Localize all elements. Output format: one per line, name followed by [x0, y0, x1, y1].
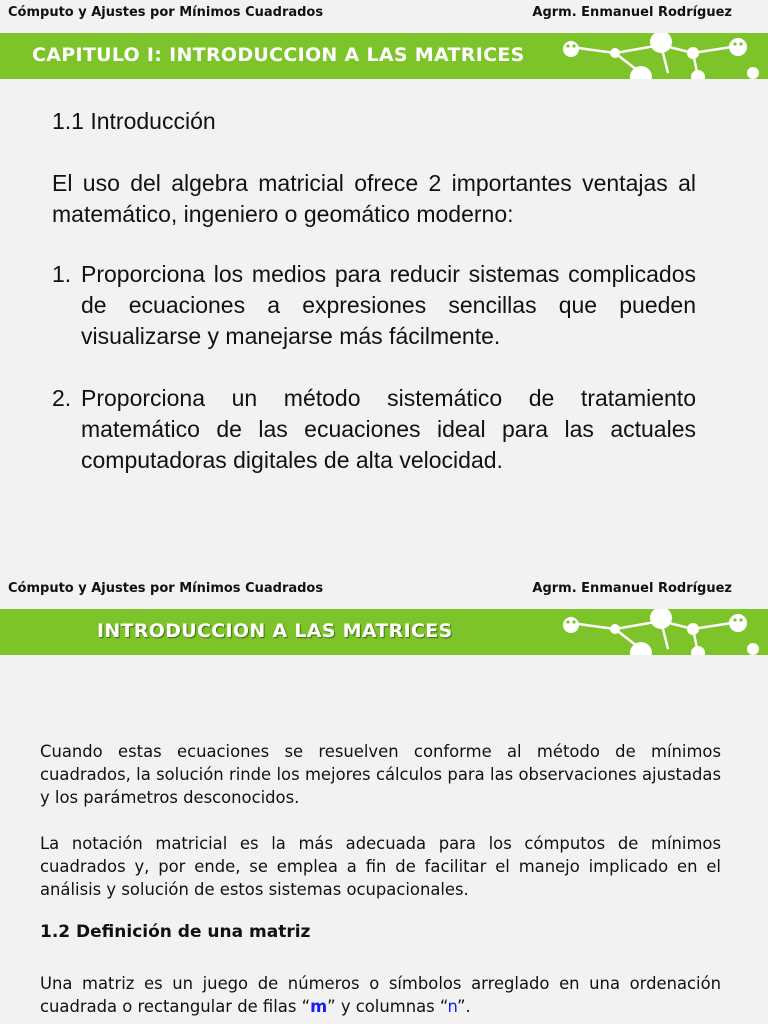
variable-n: n: [447, 997, 457, 1016]
banner-title: CAPITULO I: INTRODUCCION A LAS MATRICES: [32, 44, 525, 66]
definition-paragraph: [40, 972, 721, 1018]
paragraph: Cuando estas ecuaciones se resuelven conforme al método de mínimos cuadrados, la solución rinde los mejores cálculos para las observaciones ajustadas y los parámetros desconocidos.: [40, 742, 721, 807]
slide-header: [0, 576, 768, 602]
chapter-banner: [0, 33, 768, 79]
list-item: [52, 383, 696, 476]
course-title: Cómputo y Ajustes por Mínimos Cuadrados: [8, 5, 324, 20]
bubble-decoration-icon: [553, 609, 768, 655]
chapter-banner: [0, 609, 768, 655]
list-number: 1.: [52, 261, 72, 287]
paragraph: La notación matricial es la más adecuada para los cómputos de mínimos cuadrados y, por ende, se emplea a fin de facilitar el manejo implicado en el análisis y solución de estos sistemas ocupacionales.: [40, 834, 721, 899]
slide-2: [0, 576, 768, 1024]
slide-header: [0, 0, 768, 26]
course-title: Cómputo y Ajustes por Mínimos Cuadrados: [8, 581, 324, 596]
definition-text: ” y columnas “: [327, 997, 448, 1016]
list-number: 2.: [52, 385, 72, 411]
list-text: Proporciona un método sistemático de tratamiento matemático de las ecuaciones ideal para las actuales computadoras digitales de alta velocidad.: [81, 385, 696, 473]
list-item: [52, 259, 696, 352]
definition-text: ”.: [457, 997, 471, 1016]
definition-text: Una matriz es un juego de números o símbolos arreglado en una ordenación cuadrada o rectangular de filas “: [40, 974, 721, 1016]
author-name: Agrm. Enmanuel Rodríguez: [532, 5, 732, 20]
banner-title: INTRODUCCION A LAS MATRICES: [97, 620, 453, 642]
bubble-decoration-icon: [553, 33, 768, 79]
intro-paragraph: El uso del algebra matricial ofrece 2 importantes ventajas al matemático, ingeniero o geomático moderno:: [52, 170, 696, 227]
section-heading: 1.1 Introducción: [52, 108, 216, 134]
author-name: Agrm. Enmanuel Rodríguez: [532, 581, 732, 596]
section-heading: 1.2 Definición de una matriz: [40, 922, 311, 942]
list-text: Proporciona los medios para reducir sistemas complicados de ecuaciones a expresiones sencillas que pueden visualizarse y manejarse más fácilmente.: [81, 261, 696, 349]
variable-m: m: [310, 997, 328, 1016]
